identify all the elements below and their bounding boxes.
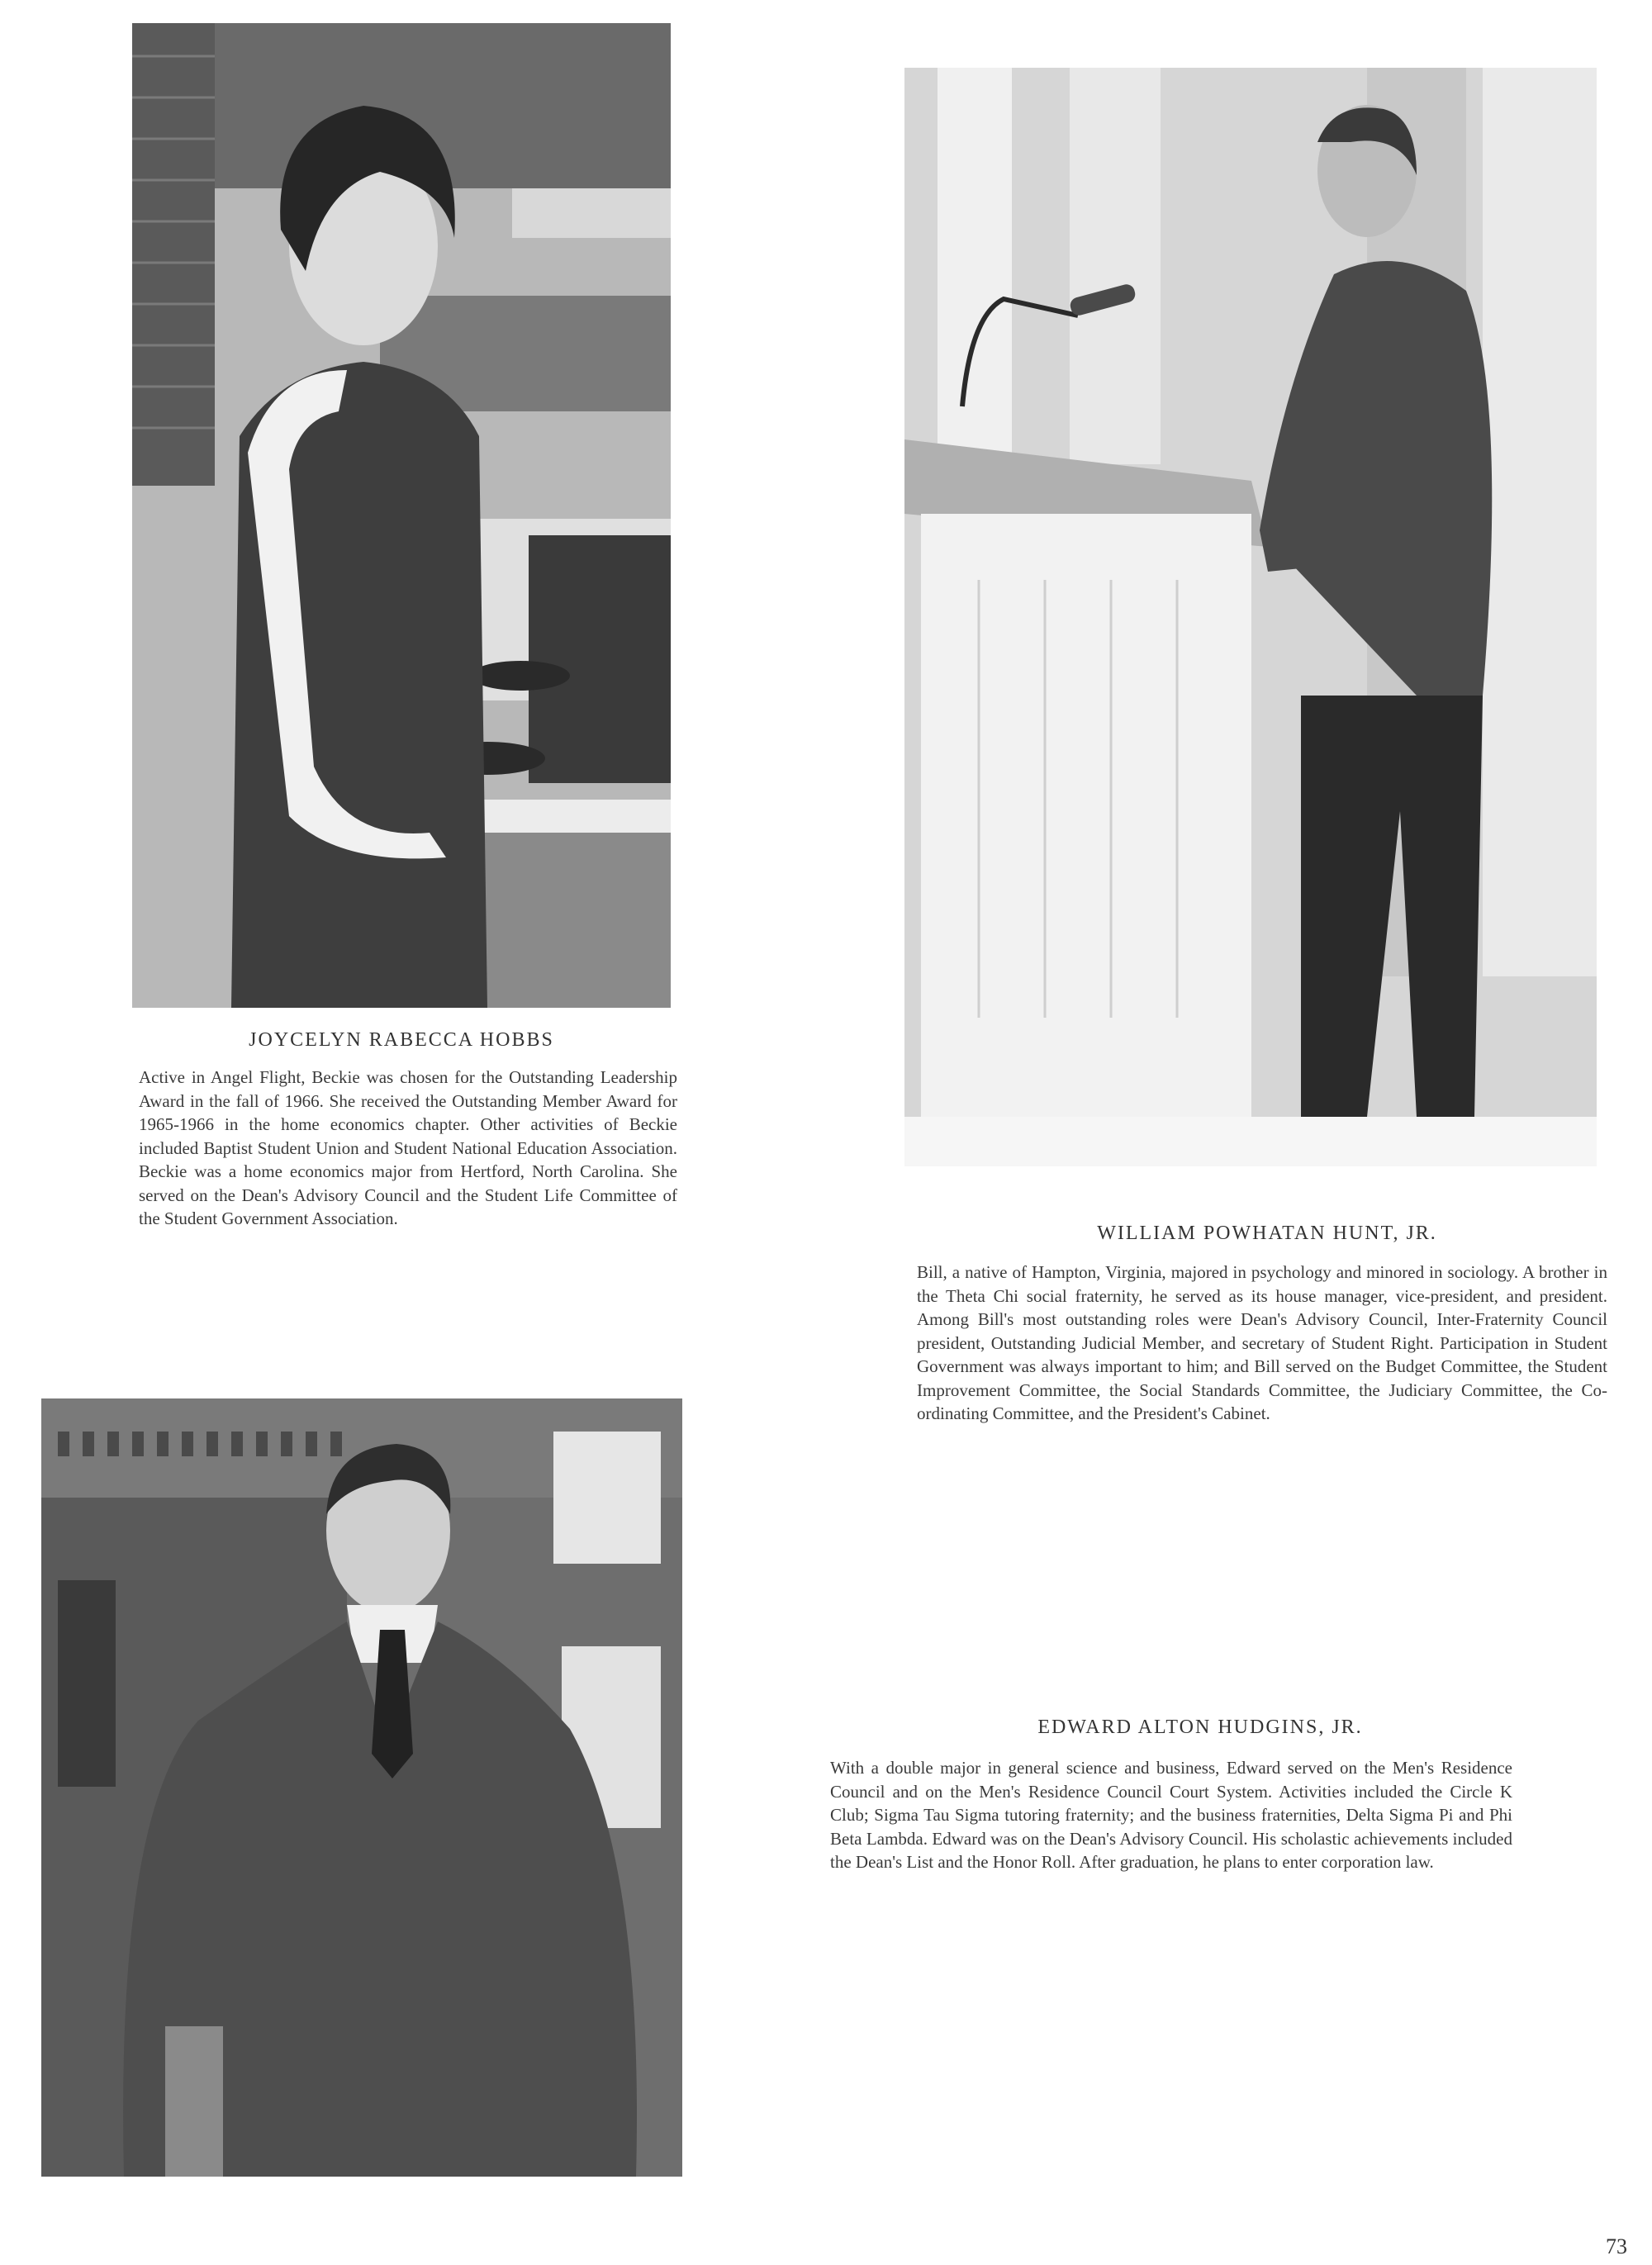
- profile-bio-hobbs: Active in Angel Flight, Beckie was chosen for the Outstanding Leadership Award in the fall of 1966. She received the Outstanding Member Award for 1965-1966 in the home economics chapter. Other activities of Beckie included Baptist Student Union and Student National Education Association. Beckie was a home economics major from Hertford, North Carolina. She served on the Dean's Advisory Council and the Student Life Committee of the Student Government Association.: [139, 1067, 677, 1228]
- profile-bio-hunt: Bill, a native of Hampton, Virginia, majored in psychology and minored in sociology. A brother in the Theta Chi social fraternity, he served as its house manager, vice-president, and president. Among Bill's most outstanding roles were Dean's Advisory Council, Inter-Fraternity Council president, Outstanding Judicial Member, and secretary of Student Right. Participation in Student Government was always important to him; and Bill served on the Budget Committee, the Student Improvement Committee, the Social Standards Committee, the Judiciary Committee, the Co-ordinating Committee, and the President's Cabinet.: [917, 1262, 1607, 1423]
- profile-name-hunt: WILLIAM POWHATAN HUNT, JR.: [1097, 1223, 1437, 1244]
- profile-bio-hudgins: With a double major in general science and business, Edward served on the Men's Residence Council and on the Men's Residence Council Court System. Activities included the Circle K Club; Sigma Tau Sigma tutoring fraternity; and the business fraternities, Delta Sigma Pi and Phi Beta Lambda. Edward was on the Dean's Advisory Council. His scholastic achievements included the Dean's List and the Honor Roll. After graduation, he plans to enter corporation law.: [830, 1758, 1512, 1872]
- profile-name-hudgins: EDWARD ALTON HUDGINS, JR.: [1037, 1717, 1363, 1738]
- profile-name-hobbs: JOYCELYN RABECCA HOBBS: [249, 1029, 554, 1051]
- photo-hobbs: [132, 23, 671, 1008]
- page-number: 73: [1606, 2234, 1627, 2258]
- photo-hudgins: [41, 1398, 682, 2177]
- photo-hunt: [904, 68, 1597, 1166]
